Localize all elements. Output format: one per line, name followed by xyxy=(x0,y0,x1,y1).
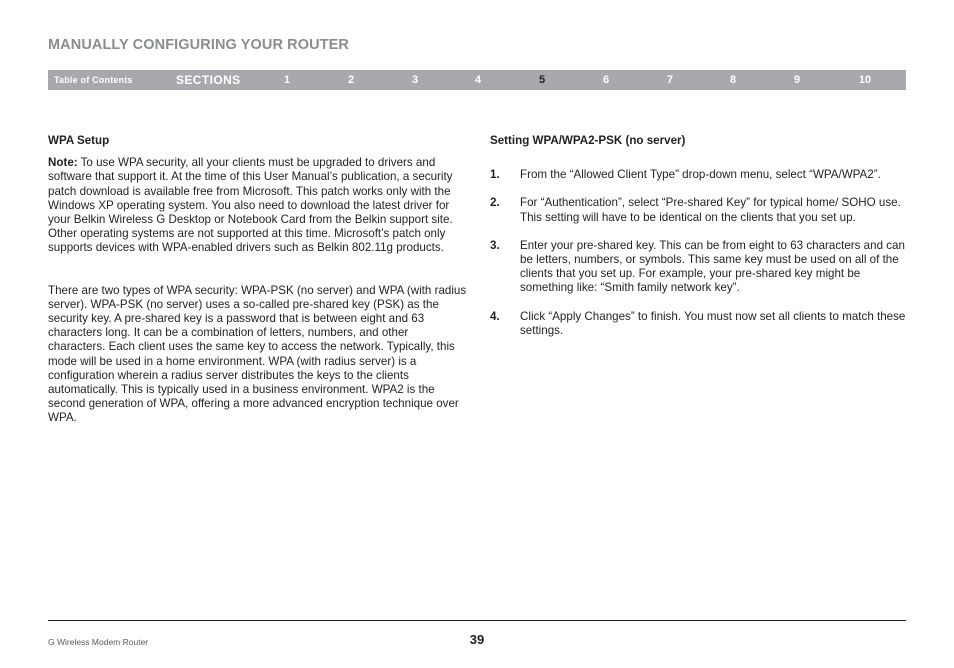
table-of-contents-link[interactable]: Table of Contents xyxy=(54,75,133,85)
footer-divider xyxy=(48,620,906,621)
nav-section-1[interactable]: 1 xyxy=(283,74,291,86)
right-column xyxy=(490,134,906,338)
step-4 xyxy=(490,310,906,338)
nav-section-3[interactable]: 3 xyxy=(411,74,419,86)
step-number: 3. xyxy=(490,238,500,252)
nav-section-8[interactable]: 8 xyxy=(729,74,737,86)
footer-product-name: G Wireless Modem Router xyxy=(48,637,149,647)
nav-section-2[interactable]: 2 xyxy=(347,74,355,86)
step-text: Click “Apply Changes” to finish. You must now set all clients to match these settings. xyxy=(520,309,906,337)
step-1 xyxy=(490,168,906,182)
note-paragraph xyxy=(48,156,468,255)
section-navigation-bar xyxy=(48,70,906,90)
step-number: 1. xyxy=(490,168,500,182)
wpa-types-paragraph: There are two types of WPA security: WPA-PSK (no server) and WPA (with radius server). WPA-PSK (no server) uses a so-called pre-shared key (PSK) as the security key. A pre-shared key is a password that is between eight and 63 characters long. It can be a combination of letters, numbers, and other characters. Each client uses the same key to access the network. Typically, this mode will be used in a home environment. WPA (with radius server) is a configuration wherein a radius server distributes the keys to the clients automatically. This is typically used in a business environment. WPA2 is the second generation of WPA, offering a more advanced encryption technique over WPA. xyxy=(48,283,467,425)
wpa-setup-heading: WPA Setup xyxy=(48,134,110,147)
step-2 xyxy=(490,196,906,224)
page-number: 39 xyxy=(469,632,485,647)
nav-section-10[interactable]: 10 xyxy=(858,74,872,86)
step-text: Enter your pre-shared key. This can be from eight to 63 characters and can be letters, numbers, or symbols. This same key must be used on all of the clients that you set up. For example, your pre-shared key might be something like: “Smith family network key”. xyxy=(520,238,905,295)
step-text: From the “Allowed Client Type” drop-down menu, select “WPA/WPA2”. xyxy=(520,168,881,182)
setting-wpa-psk-heading: Setting WPA/WPA2-PSK (no server) xyxy=(490,134,686,147)
nav-section-6[interactable]: 6 xyxy=(602,74,610,86)
left-column xyxy=(48,134,468,426)
sections-label: SECTIONS xyxy=(176,73,241,87)
step-text: For “Authentication”, select “Pre-shared Key” for typical home/ SOHO use. This setting will have to be identical on the clients that you set up. xyxy=(520,196,901,224)
step-number: 4. xyxy=(490,309,500,323)
nav-section-4[interactable]: 4 xyxy=(474,74,482,86)
nav-section-5[interactable]: 5 xyxy=(538,74,546,86)
step-number: 2. xyxy=(490,196,500,210)
note-label: Note: xyxy=(48,156,78,170)
note-text: To use WPA security, all your clients must be upgraded to drivers and software that support it. At the time of this User Manual’s publication, a security patch download is available free from Microsoft. This patch works only with the Windows XP operating system. You also need to download the latest driver for your Belkin Wireless G Desktop or Notebook Card from the Belkin support site. Other operating systems are not supported at this time. Microsoft’s patch only supports devices with WPA-enabled drivers such as Belkin 802.11g products. xyxy=(48,156,453,255)
nav-section-7[interactable]: 7 xyxy=(666,74,674,86)
nav-section-9[interactable]: 9 xyxy=(793,74,801,86)
step-3 xyxy=(490,239,906,296)
page-section-title: MANUALLY CONFIGURING YOUR ROUTER xyxy=(48,37,350,53)
